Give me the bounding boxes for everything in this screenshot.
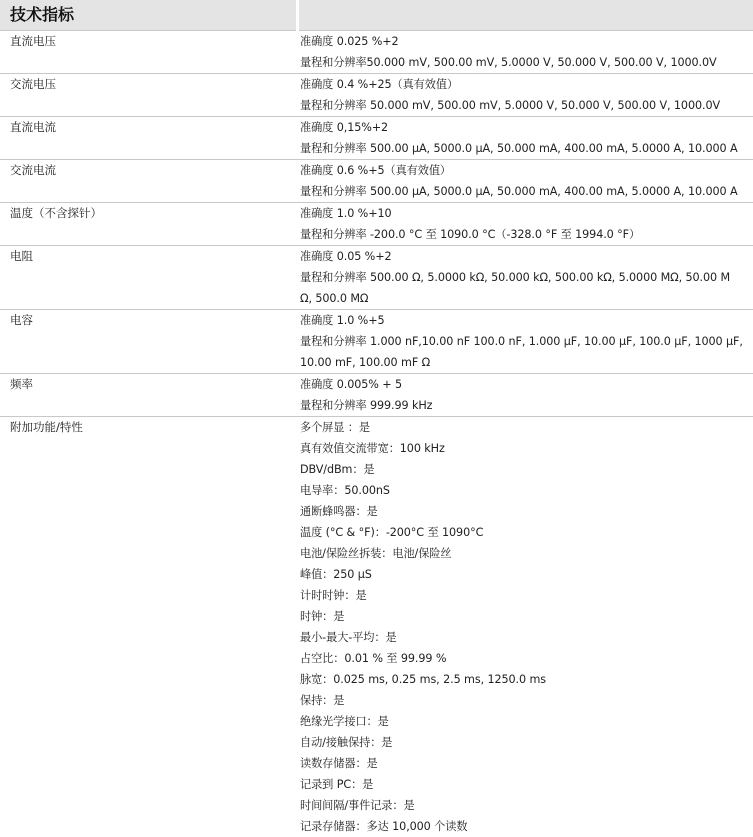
spec-value-line: 保持：是 bbox=[300, 690, 749, 711]
spec-value-line: 真有效值交流带宽：100 kHz bbox=[300, 438, 749, 459]
spec-value-line: 峰值：250 µS bbox=[300, 564, 749, 585]
spec-values bbox=[297, 160, 753, 203]
spec-value-line: 量程和分辨率 1.000 nF,10.00 nF 100.0 nF, 1.000 µF, 10.00 µF, 100.0 µF, 1000 µF, bbox=[300, 331, 749, 352]
spec-values bbox=[297, 74, 753, 117]
spec-value-line: 脉宽：0.025 ms, 0.25 ms, 2.5 ms, 1250.0 ms bbox=[300, 669, 749, 690]
spec-value-line: 时间间隔/事件记录：是 bbox=[300, 795, 749, 816]
spec-value-line: 量程和分辨率50.000 mV, 500.00 mV, 5.0000 V, 50.000 V, 500.00 V, 1000.0V bbox=[300, 52, 749, 73]
spec-value-line: 准确度 0,15%+2 bbox=[300, 117, 749, 138]
spec-value-line: 量程和分辨率 500.00 µA, 5000.0 µA, 50.000 mA, 400.00 mA, 5.0000 A, 10.000 A bbox=[300, 138, 749, 159]
spec-value-line: 量程和分辨率 50.000 mV, 500.00 mV, 5.0000 V, 50.000 V, 500.00 V, 1000.0V bbox=[300, 95, 749, 116]
spec-value-line: DBV/dBm：是 bbox=[300, 459, 749, 480]
spec-value-line: 准确度 0.6 %+5（真有效值） bbox=[300, 160, 749, 181]
spec-value-line: 自动/接触保持：是 bbox=[300, 732, 749, 753]
spec-label: 交流电压 bbox=[0, 74, 297, 117]
spec-label: 频率 bbox=[0, 374, 297, 417]
spec-label: 交流电流 bbox=[0, 160, 297, 203]
spec-value-line: 多个屏显 ：是 bbox=[300, 417, 749, 438]
spec-value-line: 准确度 1.0 %+10 bbox=[300, 203, 749, 224]
table-row bbox=[0, 31, 753, 74]
spec-value-line: 准确度 0.4 %+25（真有效值） bbox=[300, 74, 749, 95]
spec-label: 直流电流 bbox=[0, 117, 297, 160]
table-row bbox=[0, 160, 753, 203]
spec-label: 电容 bbox=[0, 310, 297, 374]
table-row bbox=[0, 374, 753, 417]
spec-value-line: 绝缘光学接口：是 bbox=[300, 711, 749, 732]
table-header-blank bbox=[297, 0, 753, 31]
spec-value-line: 最小-最大-平均：是 bbox=[300, 627, 749, 648]
spec-values bbox=[297, 374, 753, 417]
spec-value-line: 量程和分辨率 -200.0 °C 至 1090.0 °C（-328.0 °F 至 1994.0 °F） bbox=[300, 224, 749, 245]
table-row bbox=[0, 246, 753, 310]
spec-value-line: 占空比：0.01 % 至 99.99 % bbox=[300, 648, 749, 669]
spec-values bbox=[297, 203, 753, 246]
table-header-row bbox=[0, 0, 753, 31]
spec-values bbox=[297, 31, 753, 74]
spec-value-line: 量程和分辨率 500.00 µA, 5000.0 µA, 50.000 mA, 400.00 mA, 5.0000 A, 10.000 A bbox=[300, 181, 749, 202]
spec-value-line: 温度 (°C & °F)：-200°C 至 1090°C bbox=[300, 522, 749, 543]
spec-values bbox=[297, 417, 753, 837]
spec-value-line: Ω, 500.0 MΩ bbox=[300, 288, 749, 309]
spec-value-line: 量程和分辨率 999.99 kHz bbox=[300, 395, 749, 416]
table-row bbox=[0, 417, 753, 837]
table-row bbox=[0, 74, 753, 117]
spec-value-line: 10.00 mF, 100.00 mF Ω bbox=[300, 352, 749, 373]
spec-value-line: 通断蜂鸣器：是 bbox=[300, 501, 749, 522]
spec-label: 直流电压 bbox=[0, 31, 297, 74]
table-title: 技术指标 bbox=[0, 0, 297, 31]
table-row bbox=[0, 310, 753, 374]
spec-label: 附加功能/特性 bbox=[0, 417, 297, 837]
spec-values bbox=[297, 310, 753, 374]
spec-value-line: 准确度 0.05 %+2 bbox=[300, 246, 749, 267]
spec-value-line: 记录到 PC：是 bbox=[300, 774, 749, 795]
spec-value-line: 电池/保险丝拆装：电池/保险丝 bbox=[300, 543, 749, 564]
spec-value-line: 读数存储器：是 bbox=[300, 753, 749, 774]
spec-label: 温度（不含探针） bbox=[0, 203, 297, 246]
spec-label: 电阻 bbox=[0, 246, 297, 310]
spec-value-line: 计时时钟：是 bbox=[300, 585, 749, 606]
spec-value-line: 准确度 1.0 %+5 bbox=[300, 310, 749, 331]
spec-value-line: 电导率：50.00nS bbox=[300, 480, 749, 501]
table-row bbox=[0, 203, 753, 246]
spec-value-line: 记录存储器：多达 10,000 个读数 bbox=[300, 816, 749, 837]
spec-value-line: 量程和分辨率 500.00 Ω, 5.0000 kΩ, 50.000 kΩ, 500.00 kΩ, 5.0000 MΩ, 50.00 M bbox=[300, 267, 749, 288]
spec-values bbox=[297, 117, 753, 160]
spec-value-line: 时钟：是 bbox=[300, 606, 749, 627]
spec-value-line: 准确度 0.005% + 5 bbox=[300, 374, 749, 395]
spec-value-line: 准确度 0.025 %+2 bbox=[300, 31, 749, 52]
table-row bbox=[0, 117, 753, 160]
spec-values bbox=[297, 246, 753, 310]
